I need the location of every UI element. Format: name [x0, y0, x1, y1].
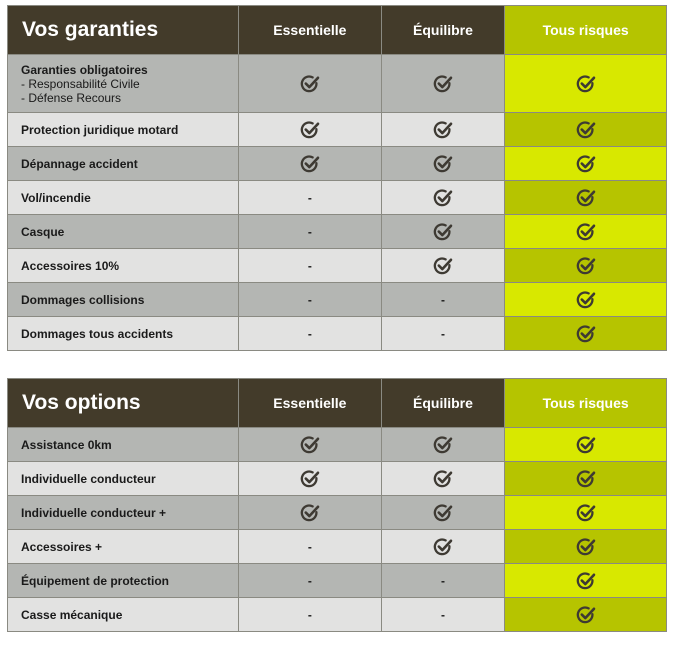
check-circle-icon — [576, 188, 596, 208]
row-label-cell — [8, 147, 239, 181]
cell-equilibre — [381, 283, 505, 317]
cell-tous-risques — [505, 564, 667, 598]
check-circle-icon — [300, 435, 320, 455]
row-label: Protection juridique motard — [21, 122, 179, 137]
cell-equilibre — [381, 147, 505, 181]
row-label-cell — [8, 113, 239, 147]
cell-essentielle — [239, 530, 382, 564]
row-label-cell — [8, 564, 239, 598]
cell-equilibre — [381, 181, 505, 215]
check-circle-icon — [433, 469, 453, 489]
cell-essentielle — [239, 215, 382, 249]
plan-tous-risques-header: Tous risques — [505, 379, 667, 428]
row-label: Individuelle conducteur — [21, 471, 156, 486]
cell-tous-risques — [505, 283, 667, 317]
cell-tous-risques — [505, 113, 667, 147]
cell-tous-risques — [505, 55, 667, 113]
row-label: Accessoires + — [21, 539, 103, 554]
cell-tous-risques — [505, 598, 667, 632]
table-row — [8, 181, 667, 215]
check-circle-icon — [300, 120, 320, 140]
not-included-dash: - — [307, 539, 312, 554]
row-label: Individuelle conducteur + — [21, 505, 167, 520]
row-label: Dommages tous accidents — [21, 326, 174, 341]
options-table — [7, 378, 667, 632]
cell-equilibre — [381, 215, 505, 249]
check-circle-icon — [433, 188, 453, 208]
table-row — [8, 317, 667, 351]
check-circle-icon — [576, 256, 596, 276]
table-row — [8, 598, 667, 632]
check-circle-icon — [433, 256, 453, 276]
row-label-cell — [8, 283, 239, 317]
table-row — [8, 428, 667, 462]
row-label-cell — [8, 462, 239, 496]
cell-tous-risques — [505, 249, 667, 283]
cell-equilibre — [381, 249, 505, 283]
check-circle-icon — [433, 222, 453, 242]
row-label: Assistance 0km — [21, 437, 112, 452]
cell-tous-risques — [505, 147, 667, 181]
cell-essentielle — [239, 113, 382, 147]
cell-essentielle — [239, 462, 382, 496]
row-label-cell — [8, 55, 239, 113]
check-circle-icon — [576, 222, 596, 242]
row-label-cell — [8, 530, 239, 564]
cell-equilibre — [381, 530, 505, 564]
cell-tous-risques — [505, 181, 667, 215]
row-label: Casque — [21, 224, 65, 239]
check-circle-icon — [300, 154, 320, 174]
table-row — [8, 283, 667, 317]
check-circle-icon — [576, 469, 596, 489]
check-circle-icon — [576, 324, 596, 344]
cell-essentielle — [239, 147, 382, 181]
cell-equilibre — [381, 564, 505, 598]
guarantees-title: Vos garanties — [8, 6, 239, 55]
cell-equilibre — [381, 55, 505, 113]
check-circle-icon — [576, 503, 596, 523]
not-included-dash: - — [307, 573, 312, 588]
cell-essentielle — [239, 317, 382, 351]
row-label: Dommages collisions — [21, 292, 145, 307]
options-title: Vos options — [8, 379, 239, 428]
plan-essentielle-header: Essentielle — [239, 379, 382, 428]
plan-essentielle-header: Essentielle — [239, 6, 382, 55]
guarantees-table — [7, 5, 667, 351]
row-label: Vol/incendie — [21, 190, 91, 205]
not-included-dash: - — [440, 607, 445, 622]
guarantees-body — [8, 55, 667, 351]
table-row — [8, 55, 667, 113]
table-row — [8, 215, 667, 249]
check-circle-icon — [576, 290, 596, 310]
cell-essentielle — [239, 428, 382, 462]
cell-equilibre — [381, 428, 505, 462]
cell-equilibre — [381, 598, 505, 632]
cell-essentielle — [239, 181, 382, 215]
row-label-cell — [8, 428, 239, 462]
row-label-cell — [8, 317, 239, 351]
row-label: Équipement de protection — [21, 573, 170, 588]
cell-equilibre — [381, 496, 505, 530]
row-sublabel: - Responsabilité Civile — [21, 76, 140, 91]
row-sublabel: - Défense Recours — [21, 90, 122, 105]
plan-equilibre-header: Équilibre — [381, 379, 505, 428]
cell-tous-risques — [505, 428, 667, 462]
not-included-dash: - — [440, 292, 445, 307]
not-included-dash: - — [307, 326, 312, 341]
check-circle-icon — [576, 74, 596, 94]
row-label: Garanties obligatoires — [21, 62, 148, 77]
check-circle-icon — [576, 154, 596, 174]
not-included-dash: - — [307, 190, 312, 205]
check-circle-icon — [576, 435, 596, 455]
row-label-cell — [8, 181, 239, 215]
not-included-dash: - — [440, 573, 445, 588]
cell-essentielle — [239, 283, 382, 317]
cell-tous-risques — [505, 462, 667, 496]
check-circle-icon — [576, 120, 596, 140]
cell-essentielle — [239, 564, 382, 598]
cell-tous-risques — [505, 530, 667, 564]
cell-equilibre — [381, 113, 505, 147]
cell-essentielle — [239, 496, 382, 530]
check-circle-icon — [300, 503, 320, 523]
check-circle-icon — [433, 435, 453, 455]
row-label-cell — [8, 249, 239, 283]
row-label: Accessoires 10% — [21, 258, 120, 273]
cell-equilibre — [381, 317, 505, 351]
table-row — [8, 564, 667, 598]
cell-equilibre — [381, 462, 505, 496]
check-circle-icon — [433, 74, 453, 94]
check-circle-icon — [576, 537, 596, 557]
cell-essentielle — [239, 598, 382, 632]
not-included-dash: - — [307, 258, 312, 273]
check-circle-icon — [433, 537, 453, 557]
plan-equilibre-header: Équilibre — [381, 6, 505, 55]
row-label-cell — [8, 598, 239, 632]
table-row — [8, 462, 667, 496]
check-circle-icon — [576, 571, 596, 591]
table-row — [8, 113, 667, 147]
table-row — [8, 496, 667, 530]
check-circle-icon — [300, 74, 320, 94]
cell-essentielle — [239, 55, 382, 113]
table-row — [8, 147, 667, 181]
check-circle-icon — [433, 154, 453, 174]
plan-tous-risques-header: Tous risques — [505, 6, 667, 55]
options-body — [8, 428, 667, 632]
row-label-cell — [8, 215, 239, 249]
cell-tous-risques — [505, 317, 667, 351]
check-circle-icon — [433, 503, 453, 523]
cell-tous-risques — [505, 215, 667, 249]
row-label-cell — [8, 496, 239, 530]
row-label: Dépannage accident — [21, 156, 138, 171]
table-row — [8, 249, 667, 283]
check-circle-icon — [433, 120, 453, 140]
check-circle-icon — [576, 605, 596, 625]
cell-essentielle — [239, 249, 382, 283]
not-included-dash: - — [307, 607, 312, 622]
not-included-dash: - — [440, 326, 445, 341]
not-included-dash: - — [307, 292, 312, 307]
table-row — [8, 530, 667, 564]
cell-tous-risques — [505, 496, 667, 530]
check-circle-icon — [300, 469, 320, 489]
row-label: Casse mécanique — [21, 607, 123, 622]
not-included-dash: - — [307, 224, 312, 239]
